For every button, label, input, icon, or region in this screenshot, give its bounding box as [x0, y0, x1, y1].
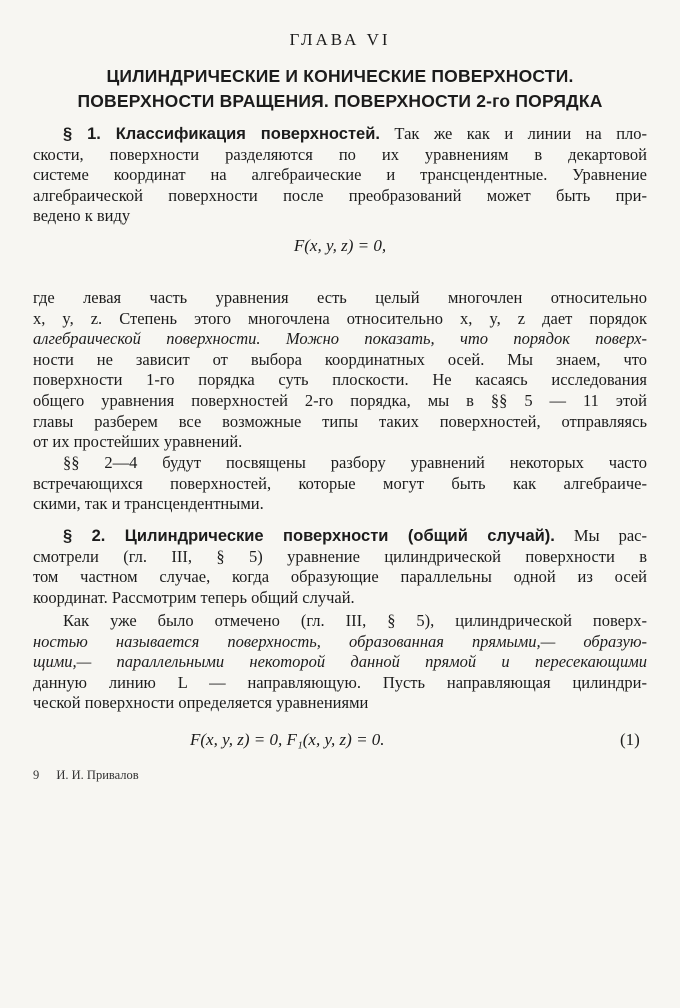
text-line: от их простейших уравнений. — [33, 432, 243, 452]
text-line: системе координат на алгебраические и трансцендентные. Уравнение — [33, 165, 647, 185]
text-line: §§ 2—4 будут посвящены разбору уравнений некоторых часто — [63, 453, 647, 472]
chapter-label: ГЛАВА VI — [289, 30, 391, 49]
text-line: главы разберем все возможные типы таких поверхностей, отправляясь — [33, 411, 647, 431]
section-2-paragraph-2 — [33, 611, 647, 714]
text-line: скости, поверхности разделяются по их уравнениям в декартовой — [33, 144, 647, 164]
section-1-paragraph-3 — [33, 453, 647, 515]
chapter-title-line-1: ЦИЛИНДРИЧЕСКИЕ И КОНИЧЕСКИЕ ПОВЕРХНОСТИ. — [106, 66, 574, 86]
text-line: алгебраической поверхности после преобразований может быть при- — [33, 185, 647, 205]
sheet-number: 9 — [33, 768, 40, 782]
text-line: § 1. Классификация поверхностей. Так же как и линии на пло- — [63, 124, 647, 143]
text-line: том частном случае, когда образующие параллельны одной из осей — [33, 567, 647, 587]
text-line: встречающихся поверхностей, которые могут быть как алгебраиче- — [33, 473, 647, 493]
section-1-heading: § 1. Классификация поверхностей. — [63, 125, 380, 143]
text-line: § 2. Цилиндрические поверхности (общий случай). Мы рас- — [63, 526, 647, 545]
section-2-heading: § 2. Цилиндрические поверхности (общий случай). — [63, 527, 555, 545]
text-line: где левая часть уравнения есть целый многочлен относительно — [33, 288, 647, 307]
section-2-paragraph-1 — [33, 526, 647, 608]
text-line: алгебраической поверхности. Можно показать, что порядок поверх- — [33, 329, 647, 349]
text-line: ностью называется поверхность, образованная прямыми,— образую- — [33, 631, 647, 651]
text-line: ческой поверхности определяется уравнениями — [33, 693, 369, 713]
text-line: ности не зависит от выбора координатных осей. Мы знаем, что — [33, 349, 647, 369]
chapter-title — [40, 64, 640, 114]
equation-number: (1) — [620, 730, 640, 749]
section-1-paragraph-2 — [33, 288, 647, 453]
text-line: скими, так и трансцендентными. — [33, 494, 264, 514]
text-line: координат. Рассмотрим теперь общий случай. — [33, 587, 355, 607]
section-1-paragraph-1 — [33, 124, 647, 227]
text-line: данную линию L — направляющую. Пусть направляющая цилиндри- — [33, 672, 647, 692]
formula-directrix-system: F(x, y, z) = 0, F₁(x, y, z) = 0. — [190, 730, 385, 749]
page-footer — [33, 768, 139, 783]
author-signature: И. И. Привалов — [56, 768, 139, 782]
text-line: x, y, z. Степень этого многочлена относительно x, y, z дает порядок — [33, 308, 647, 328]
formula-f-xyz: F(x, y, z) = 0, — [293, 236, 387, 255]
chapter-title-line-2: ПОВЕРХНОСТИ ВРАЩЕНИЯ. ПОВЕРХНОСТИ 2-го ПОРЯДКА — [77, 91, 603, 111]
text-line: ведено к виду — [33, 206, 131, 226]
text-line: Как уже было отмечено (гл. III, § 5), цилиндрической поверх- — [63, 611, 647, 630]
text-line: щими,— параллельными некоторой данной прямой и пересекающими — [33, 652, 647, 672]
text-line: поверхности 1-го порядка суть плоскости. Не касаясь исследования — [33, 370, 647, 390]
text-line: общего уравнения поверхностей 2-го порядка, мы в §§ 5 — 11 этой — [33, 390, 647, 410]
text-line: смотрели (гл. III, § 5) уравнение цилиндрической поверхности в — [33, 546, 647, 566]
